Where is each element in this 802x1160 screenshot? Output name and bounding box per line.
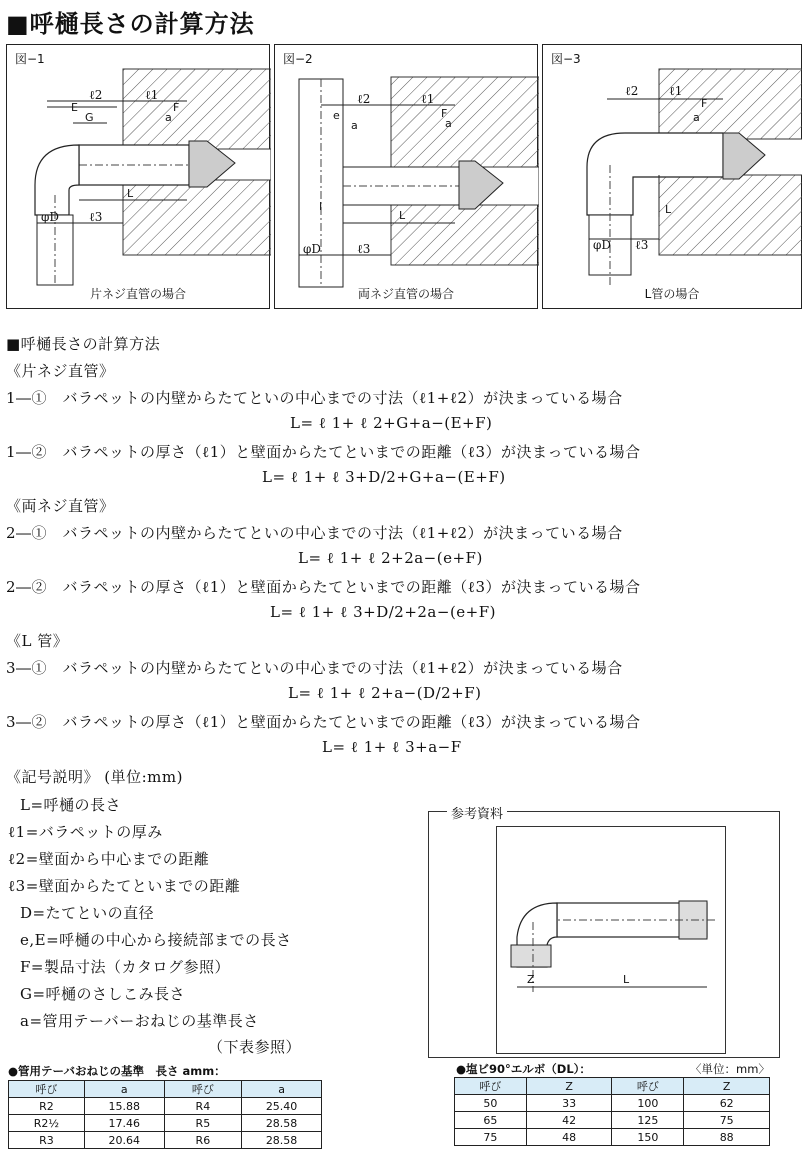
taper-cell: R2 bbox=[9, 1098, 85, 1115]
elbow-cell: 150 bbox=[612, 1129, 684, 1146]
dim-L-label: L bbox=[127, 187, 134, 200]
figure-1-caption: 片ネジ直管の場合 bbox=[89, 287, 186, 301]
reference-title: 参考資料 bbox=[447, 803, 507, 822]
dim-D-label: φD bbox=[41, 210, 60, 224]
taper-cell: 15.88 bbox=[84, 1098, 164, 1115]
group-2-heading: 《両ネジ直管》 bbox=[6, 497, 115, 515]
case-1-2: 1―② バラペットの厚さ（ℓ1）と壁面からたてといまでの距離（ℓ3）が決まっている場合 bbox=[6, 443, 641, 461]
case-1-1: 1―① バラペットの内壁からたてといの中心までの寸法（ℓ1+ℓ2）が決まっている場合 bbox=[6, 389, 623, 407]
dim-l3-label-3: ℓ3 bbox=[635, 238, 649, 252]
elbow-table-unit: 〈単位：mm〉 bbox=[690, 1062, 770, 1076]
figure-1-label: 図−1 bbox=[15, 52, 45, 66]
formula-1-2: L= ℓ 1+ ℓ 3+D/2+G+a−(E+F) bbox=[262, 468, 506, 486]
group-3-heading: 《L 管》 bbox=[6, 632, 69, 650]
elbow-cell: 88 bbox=[684, 1129, 770, 1146]
formula-3-1: L= ℓ 1+ ℓ 2+a−(D/2+F) bbox=[288, 684, 482, 702]
elbow-cell: 50 bbox=[455, 1095, 527, 1112]
dim-F-label-2: F bbox=[441, 107, 448, 120]
table-row bbox=[9, 1098, 322, 1115]
taper-cell: R3 bbox=[9, 1132, 85, 1149]
taper-cell: R2½ bbox=[9, 1115, 85, 1132]
case-3-1: 3―① バラペットの内壁からたてといの中心までの寸法（ℓ1+ℓ2）が決まっている場合 bbox=[6, 659, 623, 677]
formula-2-1: L= ℓ 1+ ℓ 2+2a−(e+F) bbox=[298, 549, 483, 567]
legend-item: ℓ1=バラペットの厚み bbox=[8, 823, 163, 841]
dim-L-label-2: L bbox=[399, 209, 406, 222]
dim-D-label-3: φD bbox=[593, 238, 612, 252]
elbow-cell: 48 bbox=[526, 1129, 612, 1146]
taper-cell: 20.64 bbox=[84, 1132, 164, 1149]
dim-L-label-3: L bbox=[665, 203, 672, 216]
taper-header: a bbox=[242, 1081, 322, 1098]
table-row bbox=[455, 1095, 770, 1112]
legend-item: ℓ2=壁面から中心までの距離 bbox=[8, 850, 210, 868]
dim-D-label-2: φD bbox=[303, 242, 322, 256]
legend-item: （下表参照） bbox=[208, 1038, 302, 1056]
figure-3-caption: L管の場合 bbox=[644, 287, 700, 301]
taper-header: 呼び bbox=[9, 1081, 85, 1098]
taper-cell: R6 bbox=[164, 1132, 241, 1149]
dim-l2-label-2: ℓ2 bbox=[357, 92, 371, 106]
dim-l1-label-3: ℓ1 bbox=[669, 84, 683, 98]
dim-a-label-3: a bbox=[693, 111, 700, 124]
table-row bbox=[455, 1112, 770, 1129]
figure-2-drawing bbox=[275, 45, 539, 310]
taper-cell: 28.58 bbox=[242, 1115, 322, 1132]
figure-2-caption: 両ネジ直管の場合 bbox=[357, 287, 454, 301]
elbow-cell: 42 bbox=[526, 1112, 612, 1129]
dim-F-label: F bbox=[173, 101, 180, 114]
legend-item: G=呼樋のさしこみ長さ bbox=[20, 985, 186, 1003]
dim-l2-label: ℓ2 bbox=[89, 88, 103, 102]
figure-2 bbox=[274, 44, 538, 309]
group-1-heading: 《片ネジ直管》 bbox=[6, 362, 115, 380]
taper-table-title: ●管用テーバおねじの基準 長さ amm： bbox=[8, 1064, 226, 1078]
elbow-header: 呼び bbox=[612, 1078, 684, 1095]
elbow-cell: 75 bbox=[455, 1129, 527, 1146]
elbow-header: 呼び bbox=[455, 1078, 527, 1095]
formula-1-1: L= ℓ 1+ ℓ 2+G+a−(E+F) bbox=[290, 414, 493, 432]
elbow-cell: 125 bbox=[612, 1112, 684, 1129]
dim-l3-label-2: ℓ3 bbox=[357, 242, 371, 256]
dim-l2-label-3: ℓ2 bbox=[625, 84, 639, 98]
figure-2-label: 図−2 bbox=[283, 52, 313, 66]
case-2-2: 2―② バラペットの厚さ（ℓ1）と壁面からたてといまでの距離（ℓ3）が決まっている場合 bbox=[6, 578, 641, 596]
dim-l3-label: ℓ3 bbox=[89, 210, 103, 224]
dim-a-label-2: a bbox=[351, 119, 358, 132]
dim-e-label-2: e bbox=[333, 109, 340, 122]
section-title: ■呼樋長さの計算方法 bbox=[6, 335, 161, 353]
table-row bbox=[455, 1129, 770, 1146]
taper-cell: R4 bbox=[164, 1098, 241, 1115]
figure-3-label: 図−3 bbox=[551, 52, 581, 66]
dim-a2-label-2: a bbox=[445, 117, 452, 130]
legend-item: F=製品寸法（カタログ参照） bbox=[20, 958, 230, 976]
figure-1-drawing bbox=[7, 45, 271, 310]
dim-F-label-3: F bbox=[701, 97, 708, 110]
taper-header: 呼び bbox=[164, 1081, 241, 1098]
legend-item: L=呼樋の長さ bbox=[20, 796, 122, 814]
dim-E-label: E bbox=[71, 101, 78, 114]
elbow-header: Z bbox=[526, 1078, 612, 1095]
legend-item: e,E=呼樋の中心から接続部までの長さ bbox=[20, 931, 292, 949]
dim-l1-label: ℓ1 bbox=[145, 88, 159, 102]
legend-heading: 《記号説明》 (単位:mm) bbox=[6, 768, 183, 786]
elbow-cell: 75 bbox=[684, 1112, 770, 1129]
formula-3-2: L= ℓ 1+ ℓ 3+a−F bbox=[322, 738, 462, 756]
elbow-cell: 62 bbox=[684, 1095, 770, 1112]
legend-item: D=たてといの直径 bbox=[20, 904, 155, 922]
taper-cell: R5 bbox=[164, 1115, 241, 1132]
table-row bbox=[9, 1132, 322, 1149]
dim-l1-label-2: ℓ1 bbox=[421, 92, 435, 106]
dim-a-label: a bbox=[165, 111, 172, 124]
elbow-drawing bbox=[497, 827, 725, 1053]
elbow-dim-L-label: L bbox=[623, 973, 630, 986]
case-3-2: 3―② バラペットの厚さ（ℓ1）と壁面からたてといまでの距離（ℓ3）が決まっている場合 bbox=[6, 713, 641, 731]
taper-cell: 25.40 bbox=[242, 1098, 322, 1115]
dim-I-label-2: I bbox=[319, 200, 323, 213]
elbow-table-title: ●塩ビ90°エルボ（DL）： bbox=[456, 1062, 591, 1076]
case-2-1: 2―① バラペットの内壁からたてといの中心までの寸法（ℓ1+ℓ2）が決まっている場合 bbox=[6, 524, 623, 542]
taper-cell: 28.58 bbox=[242, 1132, 322, 1149]
formula-2-2: L= ℓ 1+ ℓ 3+D/2+2a−(e+F) bbox=[270, 603, 496, 621]
page-title: ■呼樋長さの計算方法 bbox=[6, 10, 255, 38]
taper-table bbox=[8, 1080, 322, 1149]
elbow-header: Z bbox=[684, 1078, 770, 1095]
figure-1 bbox=[6, 44, 270, 309]
elbow-drawing-frame bbox=[496, 826, 726, 1054]
dim-G-label: G bbox=[85, 111, 94, 124]
elbow-cell: 65 bbox=[455, 1112, 527, 1129]
taper-cell: 17.46 bbox=[84, 1115, 164, 1132]
legend-item: a=管用テーバーおねじの基準長さ bbox=[20, 1012, 259, 1030]
elbow-cell: 100 bbox=[612, 1095, 684, 1112]
elbow-cell: 33 bbox=[526, 1095, 612, 1112]
elbow-dim-Z-label: Z bbox=[527, 973, 535, 986]
figure-3-drawing bbox=[543, 45, 802, 310]
table-row bbox=[9, 1115, 322, 1132]
figure-3 bbox=[542, 44, 802, 309]
taper-header: a bbox=[84, 1081, 164, 1098]
legend-item: ℓ3=壁面からたてといまでの距離 bbox=[8, 877, 241, 895]
elbow-table bbox=[454, 1077, 770, 1146]
